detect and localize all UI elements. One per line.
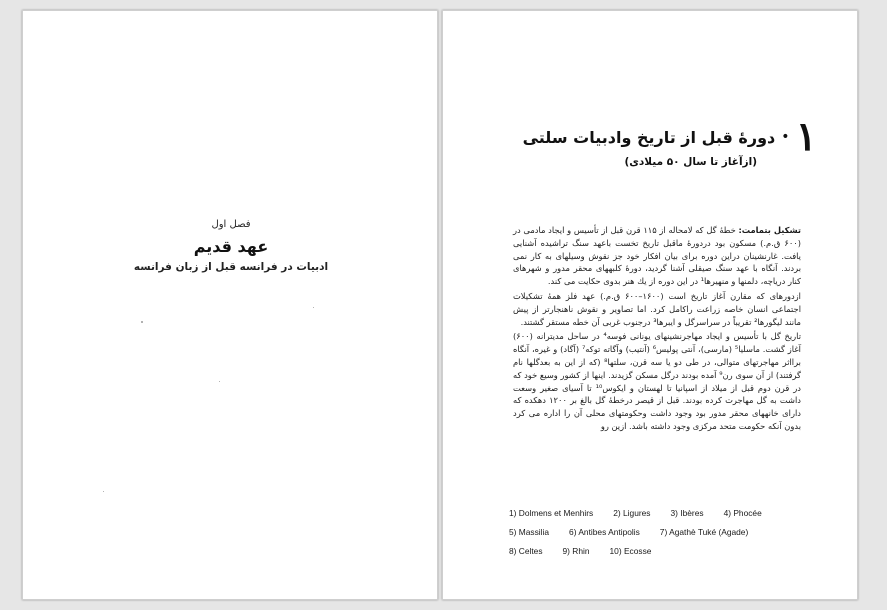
chapter-label: فصل اول — [211, 219, 251, 230]
section-heading — [522, 113, 817, 160]
paragraph — [513, 290, 801, 328]
paragraph — [513, 330, 801, 432]
left-page — [22, 10, 438, 600]
footnote: 4) Phocée — [723, 507, 762, 518]
chapter-subtitle: ادبیات در فرانسه قبل از زبان فرانسه — [133, 261, 329, 273]
chapter-title: عهد قدیم — [193, 237, 269, 256]
footnote: 6) Antibes Antipolis — [569, 526, 640, 537]
paragraph-text: خطهٔ گل که لامحاله از ۱۱۵ قرن قبل از تأسیس و ایجاد مادمی در (۶۰۰ ق.م.) مسکون بود دردورهٔ ماقبل تاریخ تخست باعهد سنگ تراشیده آشنایی یافت. غارنشینان دراین دوره برای بیان افکار خود جز نقوش وسیلهای به کار نمی بردند. آنگاه با عهد سنگ صیقلی آشنا گردید، دورهٔ کلبههای محقر مدور و شهرهای کنار دریاچه، دلمنها و منهیرها¹ در این دوره از یك هنر بدوی حکایت می کند. — [513, 225, 801, 287]
footnote: 3) Ibères — [670, 507, 704, 518]
paragraph — [513, 224, 801, 288]
section-date-range: (ازآغاز تا سال ۵۰ میلادی) — [624, 156, 757, 168]
section-number: ۱ — [795, 113, 817, 160]
footnote: 5) Massilia — [509, 526, 550, 537]
footnote-row — [509, 522, 809, 541]
footnote: 10) Ecosse — [609, 545, 652, 556]
scan-speck — [313, 307, 314, 308]
scan-speck — [141, 321, 143, 323]
paragraph-text: تاریخ گل با تأسیس و ایجاد مهاجرنشینهای یونانی فوسه⁴ در ساحل مدیترانه (۶۰۰) آغاز گشت. ماسلیا⁵ (مارسی)، آنتی پولیس⁶ (آنتیب) وآگاته توکه⁷ (آگاد) و غیره، آنگاه برااثر مهاجرتهای متوالی، در طی دو یا سه قرن، سلتها⁸ (که از این به بعدگلها نام گرفتند) از آن سوی رن⁹ آمده بودند درگل مسکن گزیدند. اینها از کشور وسیع خود که در قرن دوم قبل از میلاد از اسپانیا تا لهستان و ایکوس¹⁰ تا آسیای صغیر وسعت داشت به گل مهاجرت کرده بودند. قبل از قیصر درخطهٔ گل بالغ بر ۱۲۰۰ دهکده که دارای خانههای محقر مدور بود وجود داشت وحکومتهای محلی آن را اداره می کرد بدون آنکه حکومت متحد مرکزی وجود داشته باشد. ازین رو — [513, 331, 802, 431]
section-bullet: • — [781, 129, 790, 145]
footnote: 7) Agathè Tuké (Agade) — [659, 526, 749, 537]
footnote: 2) Ligures — [613, 507, 651, 518]
scan-speck — [219, 381, 220, 382]
right-page — [442, 10, 858, 600]
scan-speck — [103, 491, 104, 492]
body-text — [513, 224, 801, 435]
footnote: 9) Rhin — [562, 545, 590, 556]
footnote-row — [509, 541, 809, 560]
footnotes — [509, 503, 809, 560]
paragraph-lead: تشکیل بتمامت: — [738, 225, 802, 235]
footnote: 8) Celtes — [509, 545, 543, 556]
section-title: دورهٔ قبل از تاریخ وادبیات سلتی — [522, 127, 776, 147]
paragraph-text: ازدورهای که مقارن آغاز تاریخ است (۱۶۰۰–۶۰۰ ق.م.) عهد فلز همهٔ تشکیلات اجتماعی انسان خاصه زراعت راکامل کرد. اما تصاویر و نقوش ناهنجارتر از پیش مانند لیگورها² تقریباً در سراسرگل و ایبرها³ درجنوب غربی آن خطه مستقر گشتند. — [513, 290, 801, 327]
footnote-row — [509, 503, 809, 522]
footnote: 1) Dolmens et Menhirs — [509, 507, 594, 518]
